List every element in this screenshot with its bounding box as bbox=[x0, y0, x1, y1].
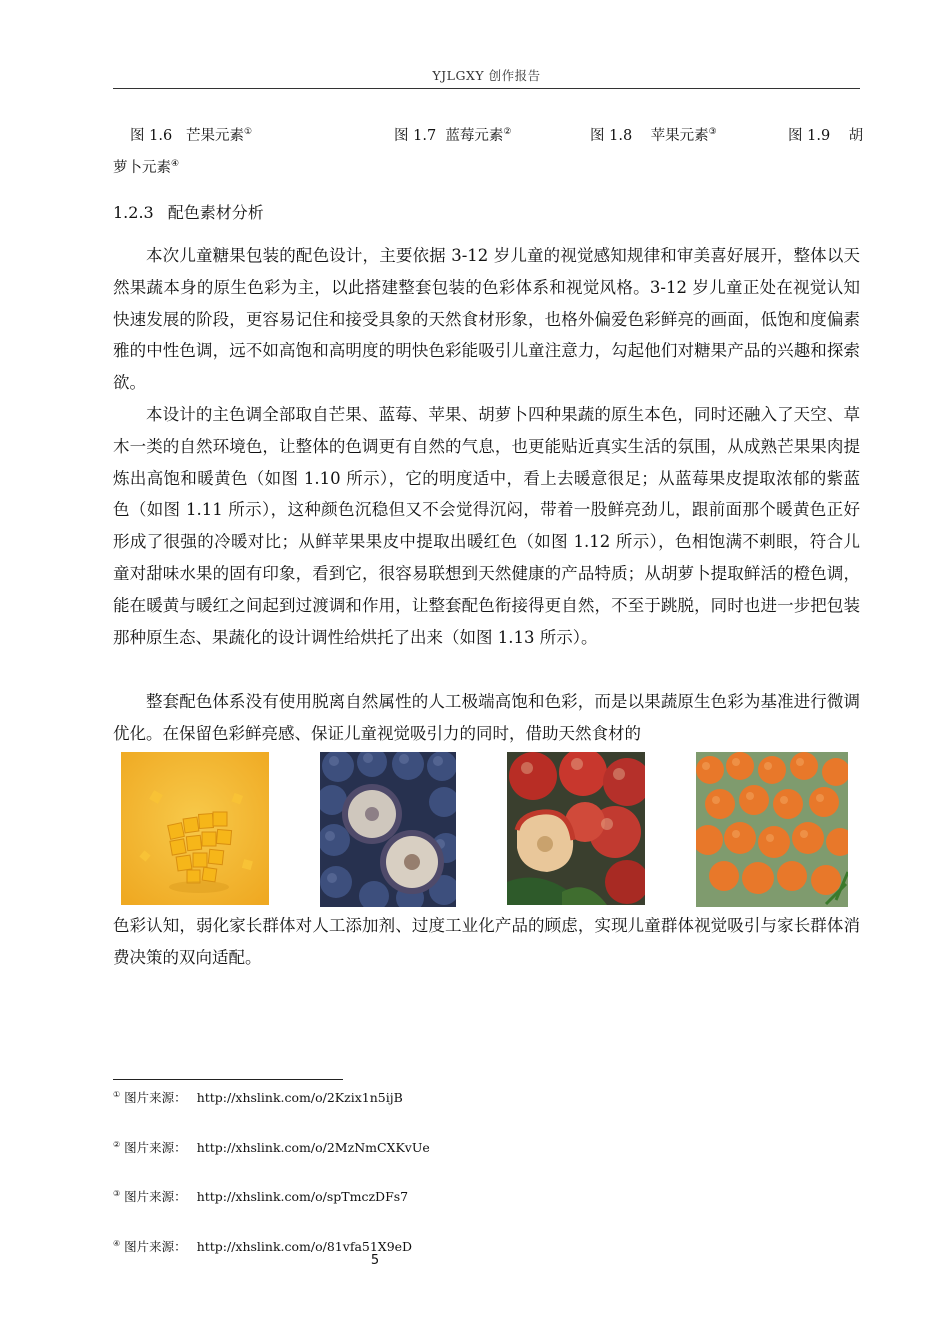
paragraph-1: 本次儿童糖果包装的配色设计，主要依据 3-12 岁儿童的视觉感知规律和审美喜好展开，整体以天然果蔬本身的原生色彩为主，以此搭建整套包装的色彩体系和视觉风格。3-12 岁儿童正处在视觉认知快速发展的阶段，更容易记住和接受具象的天然食材形象，也格外偏爱色彩鲜亮的画面，低饱和度偏素雅的中性色调，远不如高饱和高明度的明快色彩能吸引儿童注意力，勾起他们对糖果产品的兴趣和探索欲。 bbox=[113, 246, 860, 393]
paragraph-4: 色彩认知，弱化家长群体对人工添加剂、过度工业化产品的顾虑，实现儿童群体视觉吸引与家长群体消费决策的双向适配。 bbox=[113, 916, 860, 967]
footnote-1: ① 图片来源： http://xhslink.com/o/2Kzix1n5ijB bbox=[113, 1089, 403, 1105]
footnote-4-link[interactable]: http://xhslink.com/o/81vfa51X9eD bbox=[196, 1239, 413, 1254]
caption-fig-1-9-cont: 萝卜元素④ bbox=[113, 159, 180, 176]
header-rule bbox=[113, 88, 860, 89]
page-header: YJLGXY 创作报告 bbox=[432, 68, 541, 83]
footnote-3-link[interactable]: http://xhslink.com/o/spTmczDFs7 bbox=[196, 1189, 409, 1204]
mango-image bbox=[121, 752, 269, 905]
footnote-2-link[interactable]: http://xhslink.com/o/2MzNmCXKvUe bbox=[196, 1140, 430, 1155]
caption-fig-1-7: 图 1.7 蓝莓元素② bbox=[394, 127, 512, 144]
paragraph-2: 本设计的主色调全部取自芒果、蓝莓、苹果、胡萝卜四种果蔬的原生本色，同时还融入了天空、草木一类的自然环境色，让整体的色调更有自然的气息，也更能贴近真实生活的氛围，从成熟芒果果肉提炼出高饱和暖黄色（如图 1.10 所示），它的明度适中，看上去暖意很足；从蓝莓果皮提取浓郁的紫蓝色（如图 1.11 所示），这种颜色沉稳但又不会觉得沉闷，带着一股鲜亮劲儿，跟前面那个暖黄色正好形成了很强的冷暖对比；从鲜苹果果皮中提取出暖红色（如图 1.12 所示），色相饱满不刺眼，符合儿童对甜味水果的固有印象，看到它，很容易联想到天然健康的产品特质；从胡萝卜提取鲜活的橙色调，能在暖黄与暖红之间起到过渡调和作用，让整套配色衔接得更自然，不至于跳脱，同时也进一步把包装那种原生态、果蔬化的设计调性给烘托了出来（如图 1.13 所示）。 bbox=[113, 405, 860, 647]
apple-image bbox=[507, 752, 645, 905]
footnote-3: ③ 图片来源： http://xhslink.com/o/spTmczDFs7 bbox=[113, 1188, 409, 1204]
caption-fig-1-9: 图 1.9 胡 bbox=[788, 128, 864, 144]
paragraph-3: 整套配色体系没有使用脱离自然属性的人工极端高饱和色彩，而是以果蔬原生色彩为基准进行微调优化。在保留色彩鲜亮感、保证儿童视觉吸引力的同时，借助天然食材的 bbox=[113, 692, 860, 743]
page-number: 5 bbox=[370, 1253, 380, 1268]
footnote-4: ④ 图片来源： http://xhslink.com/o/81vfa51X9eD bbox=[113, 1238, 413, 1254]
footnote-2: ② 图片来源： http://xhslink.com/o/2MzNmCXKvUe bbox=[113, 1139, 430, 1155]
caption-fig-1-8: 图 1.8 苹果元素③ bbox=[590, 127, 717, 144]
footnote-rule bbox=[113, 1079, 343, 1080]
caption-fig-1-6: 图 1.6 芒果元素① bbox=[130, 127, 253, 144]
footnote-1-link[interactable]: http://xhslink.com/o/2Kzix1n5ijB bbox=[196, 1090, 403, 1105]
blueberry-image bbox=[320, 752, 456, 907]
section-heading: 1.2.3 配色素材分析 bbox=[113, 203, 264, 222]
carrot-image bbox=[696, 752, 848, 907]
